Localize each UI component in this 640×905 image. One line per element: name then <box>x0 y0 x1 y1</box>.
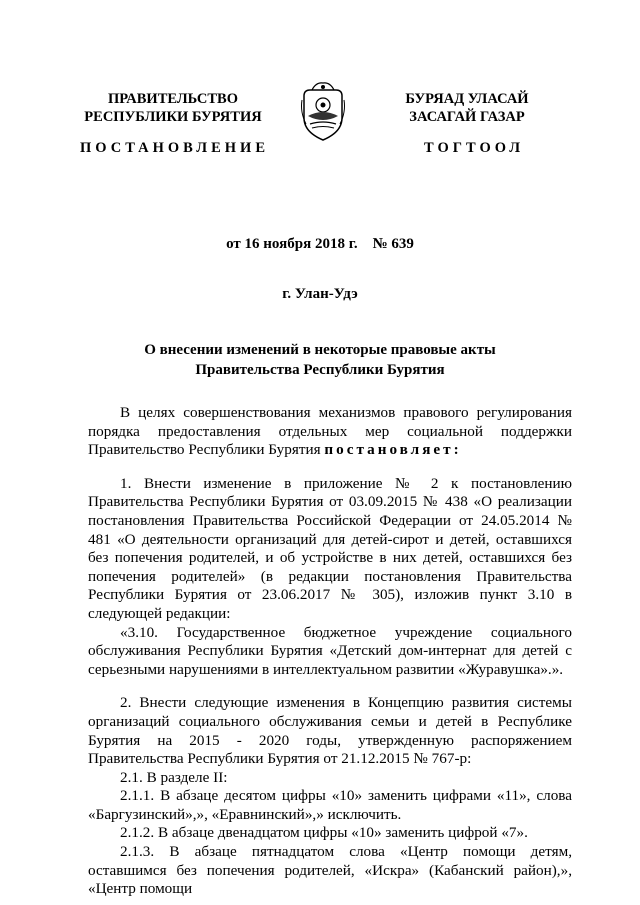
paragraph-1-quote: «3.10. Государственное бюджетное учреждение социального обслуживания Республики Бурятия «Детский дом-интернат для детей с серьезными нарушениями в интеллектуальном развитии «Журавушка».». <box>88 623 572 678</box>
title-left: ПОСТАНОВЛЕНИЕ <box>80 140 270 156</box>
subject-line2: Правительства Республики Бурятия <box>195 362 445 378</box>
date-number: от 16 ноября 2018 г. № 639 <box>226 236 414 252</box>
city: г. Улан-Удэ <box>282 286 358 302</box>
subject-line1: О внесении изменений в некоторые правовые акты <box>144 342 496 358</box>
coat-of-arms-icon <box>298 80 348 142</box>
decree-verb: постановляет <box>324 441 454 459</box>
paragraph-1: 1. Внести изменение в приложение № 2 к постановлению Правительства Республики Бурятия от 03.09.2015 № 438 «О реализации постановления Правительства Российской Федерации от 24.05.2014 № 481 «О деятельности организаций для детей-сирот и детей, оставшихся без попечения родителей, и об устройстве в них детей, оставшихся без попечения родителей» (в редакции постановления Правительства Республики Бурятия от 23.06.2017 № 305), изложив пункт 3.10 в следующей редакции: <box>88 474 572 622</box>
header-right-line1: БУРЯАД УЛАСАЙ <box>405 91 529 107</box>
intro-text: В целях совершенствования механизмов правового регулирования порядка предоставления отдельных мер социальной поддержки Правительство Республики Бурятия <box>88 404 572 459</box>
header-left <box>78 90 268 126</box>
header-left-line1: ПРАВИТЕЛЬСТВО <box>108 91 238 107</box>
paragraph-2-1: 2.1. В разделе II: <box>120 768 228 786</box>
document-subject <box>0 340 640 380</box>
paragraph-2-1-1: 2.1.1. В абзаце десятом цифры «10» заменить цифрами «11», слова «Баргузинский»,», «Еравнинский»,» исключить. <box>88 787 572 823</box>
header-right-line2: ЗАСАГАЙ ГАЗАР <box>409 109 525 125</box>
document-body <box>88 404 572 899</box>
intro-colon: : <box>453 441 462 459</box>
title-right: ТОГТООЛ <box>424 140 525 156</box>
paragraph-2-1-3: 2.1.3. В абзаце пятнадцатом слова «Центр помощи детям, оставшимся без попечения родителей, «Искра» (Кабанский район),», «Центр помощи <box>88 843 572 898</box>
header-right <box>372 90 562 126</box>
paragraph-2: 2. Внести следующие изменения в Концепцию развития системы организаций социального обслуживания семьи и детей в Республике Бурятия на 2015 - 2020 годы, утвержденную распоряжением Правительства Республики Бурятия от 21.12.2015 № 767-р: <box>88 694 572 768</box>
paragraph-2-1-2: 2.1.2. В абзаце двенадцатом цифры «10» заменить цифрой «7». <box>120 824 528 842</box>
header-left-line2: РЕСПУБЛИКИ БУРЯТИЯ <box>84 109 262 125</box>
intro-paragraph <box>88 404 572 460</box>
